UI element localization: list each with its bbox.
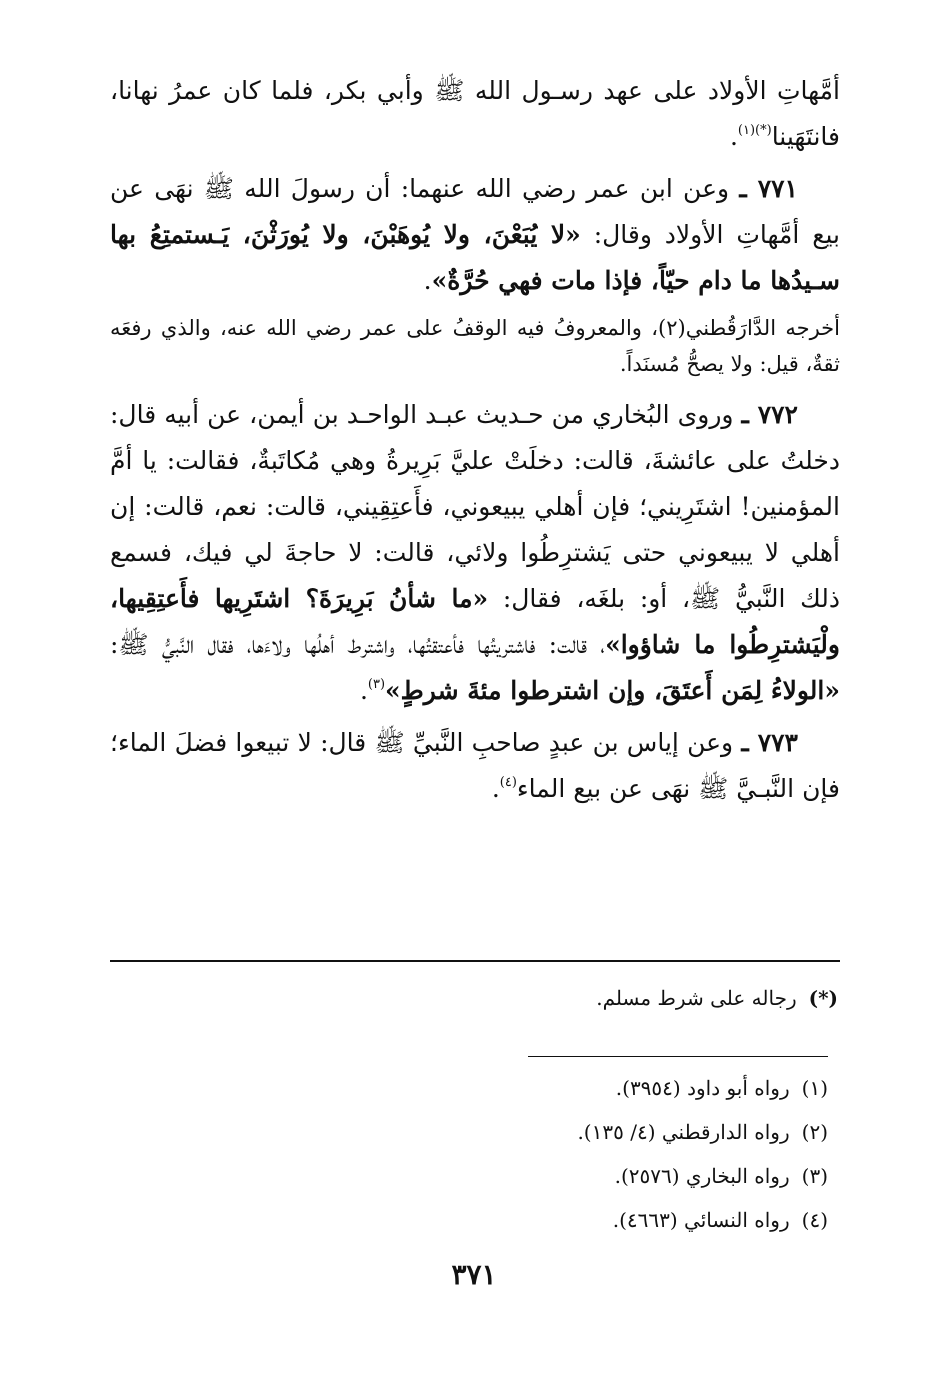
footnote-ref: (٣) <box>367 676 386 692</box>
footnote-ref: (*)(١) <box>737 122 772 138</box>
punctuation: . <box>729 122 738 151</box>
footnote-separator <box>110 960 840 962</box>
paragraph-text: أمَّهاتِ الأولاد على عهد رسـول الله ﷺ وأبي بكر، فلما كان عمرُ نهانا، فانتَهَينا <box>110 76 840 151</box>
footnote-text: رجاله على شرط مسلم. <box>596 986 797 1010</box>
footnote-mark: (٤) <box>801 1208 828 1232</box>
footnote-item <box>128 1066 828 1110</box>
punctuation: . <box>491 774 500 803</box>
main-text <box>110 68 840 818</box>
hadith-number: ٧٧٣ ـ <box>741 728 798 757</box>
footnote-star <box>118 980 838 1016</box>
takhrij-note: أخرجه الدَّارَقُطني(٢)، والمعروفُ فيه الوقفُ على عمر رضي الله عنه، والذي رفعَه ثقةٌ، قيل: ولا يصحُّ مُسنَداً. <box>110 316 840 376</box>
hadith-quote: «لا يُبَعْنَ، ولا يُوهَبْنَ، ولا يُورَثْنَ، يَـستمتِعُ بها سـيدُها ما دام حيّاً، فإذا مات فهي حُرَّةٌ» <box>110 220 840 295</box>
punctuation: . <box>359 676 368 705</box>
hadith-quote: «الولاءُ لِمَن أَعتَقَ، وإن اشترطوا مئةَ شرطٍ» <box>385 676 840 705</box>
footnote-text: رواه النسائي (٤٦٦٣). <box>612 1208 790 1232</box>
paragraph-continuation <box>110 68 840 160</box>
footnote-text: رواه الدارقطني (٤/ ١٣٥). <box>577 1120 790 1144</box>
footnote-separator-short <box>528 1056 828 1057</box>
footnote-mark: (٣) <box>801 1164 828 1188</box>
footnote-item <box>128 1154 828 1198</box>
footnote-ref: (٤) <box>499 774 517 790</box>
footnote-text: رواه البخاري (٢٥٧٦). <box>614 1164 790 1188</box>
footnote-mark: (٢) <box>801 1120 828 1144</box>
paragraph-text: وعن ابن عمر رضي الله عنهما: أن رسولَ الله ﷺ نهَى عن بيع أمَّهاتِ الأولاد وقال: <box>110 174 840 249</box>
footnote-list <box>128 1066 828 1242</box>
footnote-item <box>128 1198 828 1242</box>
hadith-number: ٧٧٢ ـ <box>741 400 798 429</box>
hadith-quote: «ما شأنُ بَرِيرَةَ؟ اشتَرِيها فأَعتِقِيها، ولْيَشترِطُوا ما شاؤوا» <box>110 584 840 659</box>
footnote-mark: (١) <box>801 1076 828 1100</box>
footnote-item <box>128 1110 828 1154</box>
hadith-771 <box>110 166 840 304</box>
footnote-mark: (*) <box>808 986 838 1010</box>
hadith-number: ٧٧١ ـ <box>739 174 798 203</box>
punctuation: . <box>423 266 432 295</box>
footnote-text: رواه أبو داود (٣٩٥٤). <box>615 1076 790 1100</box>
paragraph-text: ، قالت: فاشتريتُها فأعتقتُها، واشترط أهلُها ولاءَها، فقال النَّبيُّ ﷺ: <box>110 630 606 659</box>
paragraph-text: وروى البُخاري من حـديث عبـد الواحـد بن أيمن، عن أبيه قال: دخلتُ على عائشةَ، قالت: دخلَتْ عليَّ بَرِيرةُ وهي مُكاتَبةٌ، فقالت: يا أمَّ المؤمنين! اشتَرِيني؛ فإن أهلي يبيعوني، فأَعتِقِيني، قالت: نعم، قالت: إن أهلي لا يبيعوني حتى يَشترِطُوا ولائي، قالت: لا حاجةَ لي فيك، فسمع ذلك النَّبيُّ ﷺ، أو: بلغَه، فقال: <box>110 400 840 613</box>
paragraph-text: وعن إياس بن عبدٍ صاحبِ النَّبيِّ ﷺ قال: لا تبيعوا فضلَ الماء؛ فإن النَّبـيَّ ﷺ نهَى عن بيع الماء <box>110 728 840 803</box>
page-number: ٣٧١ <box>451 1258 497 1291</box>
hadith-773 <box>110 720 840 812</box>
hadith-772 <box>110 392 840 714</box>
